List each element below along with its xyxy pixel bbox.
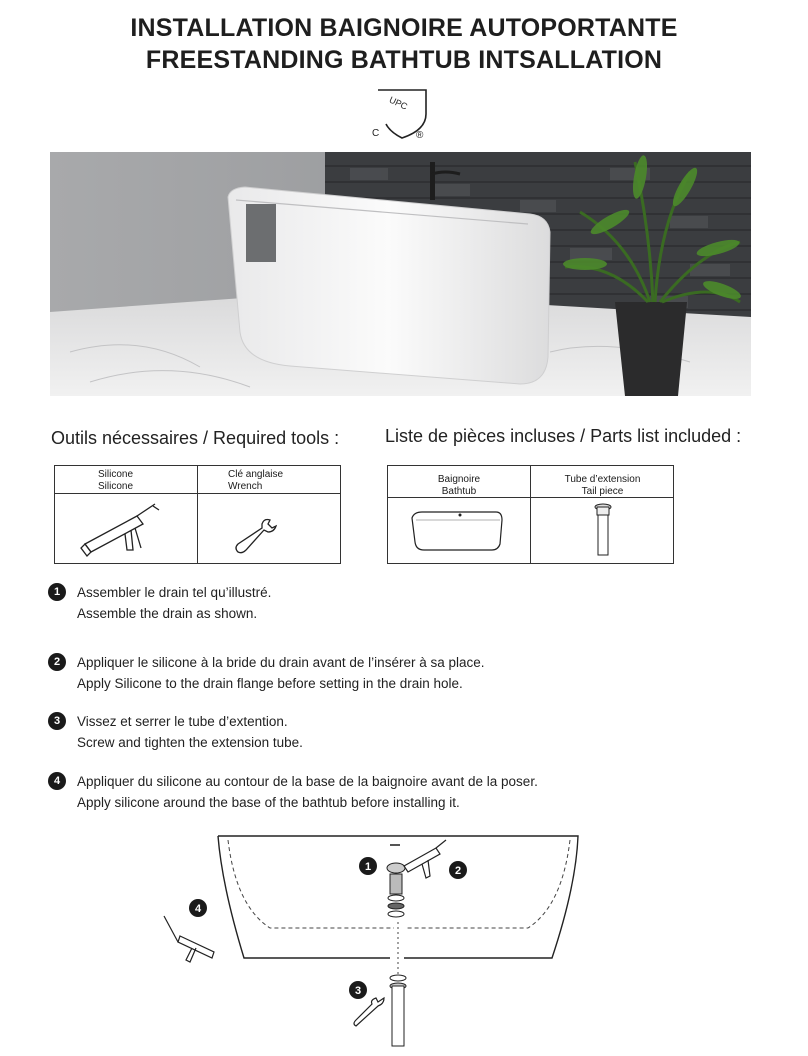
installation-diagram [150, 826, 600, 1051]
step-number-badge: 4 [48, 772, 66, 790]
caulking-gun-icon [55, 494, 197, 558]
step-text-en: Screw and tighten the extension tube. [77, 735, 303, 750]
tail-piece-icon [531, 498, 674, 562]
callout-4 [189, 899, 207, 917]
tool-wrench [198, 466, 341, 563]
cert-r-text: ® [416, 130, 424, 141]
wrench-icon [198, 494, 341, 558]
step-text-en: Apply silicone around the base of the bathtub before installing it. [77, 795, 460, 810]
tool-label-fr: Clé anglaise [228, 469, 284, 480]
tool-label-en: Wrench [228, 481, 263, 492]
svg-text:2: 2 [454, 865, 462, 877]
upc-text: UPC [387, 94, 410, 112]
step-text-en: Apply Silicone to the drain flange before setting in the drain hole. [77, 676, 463, 691]
part-label-fr: Baignoire [437, 474, 481, 485]
step-number-badge: 1 [48, 583, 66, 601]
svg-text:4: 4 [194, 903, 202, 915]
upc-certification-logo [370, 86, 432, 142]
parts-table [387, 465, 674, 564]
title-english: FREESTANDING BATHTUB INTSALLATION [145, 46, 663, 74]
step-text-fr: Appliquer le silicone à la bride du drain avant de l’insérer à sa place. [77, 655, 485, 670]
part-label-en: Tail piece [581, 486, 624, 497]
step-text-fr: Vissez et serrer le tube d’extention. [77, 714, 288, 729]
tools-heading: Outils nécessaires / Required tools : [51, 428, 340, 448]
callout-1 [359, 857, 377, 875]
step-number-badge: 3 [48, 712, 66, 730]
tool-label-fr: Silicone [98, 469, 134, 480]
parts-heading: Liste de pièces incluses / Parts list included : [385, 426, 742, 446]
product-photo [50, 152, 751, 396]
callout-2 [449, 861, 467, 879]
part-label-fr: Tube d’extension [564, 474, 641, 485]
tool-silicone [55, 466, 198, 563]
tool-label-en: Silicone [98, 481, 134, 492]
callout-3 [349, 981, 367, 999]
step-number-badge: 2 [48, 653, 66, 671]
cert-c-text: C [372, 128, 380, 139]
step-text-fr: Appliquer du silicone au contour de la base de la baignoire avant de la poser. [77, 774, 538, 789]
step-text-fr: Assembler le drain tel qu’illustré. [77, 585, 272, 600]
part-tail-piece [531, 466, 674, 563]
step-text-en: Assemble the drain as shown. [77, 606, 258, 621]
part-label-en: Bathtub [441, 486, 477, 497]
svg-text:3: 3 [354, 985, 362, 997]
bathtub-icon [388, 498, 530, 562]
tools-table [54, 465, 341, 564]
title-french: INSTALLATION BAIGNOIRE AUTOPORTANTE [130, 14, 678, 42]
part-bathtub [388, 466, 531, 563]
svg-text:1: 1 [364, 861, 372, 873]
